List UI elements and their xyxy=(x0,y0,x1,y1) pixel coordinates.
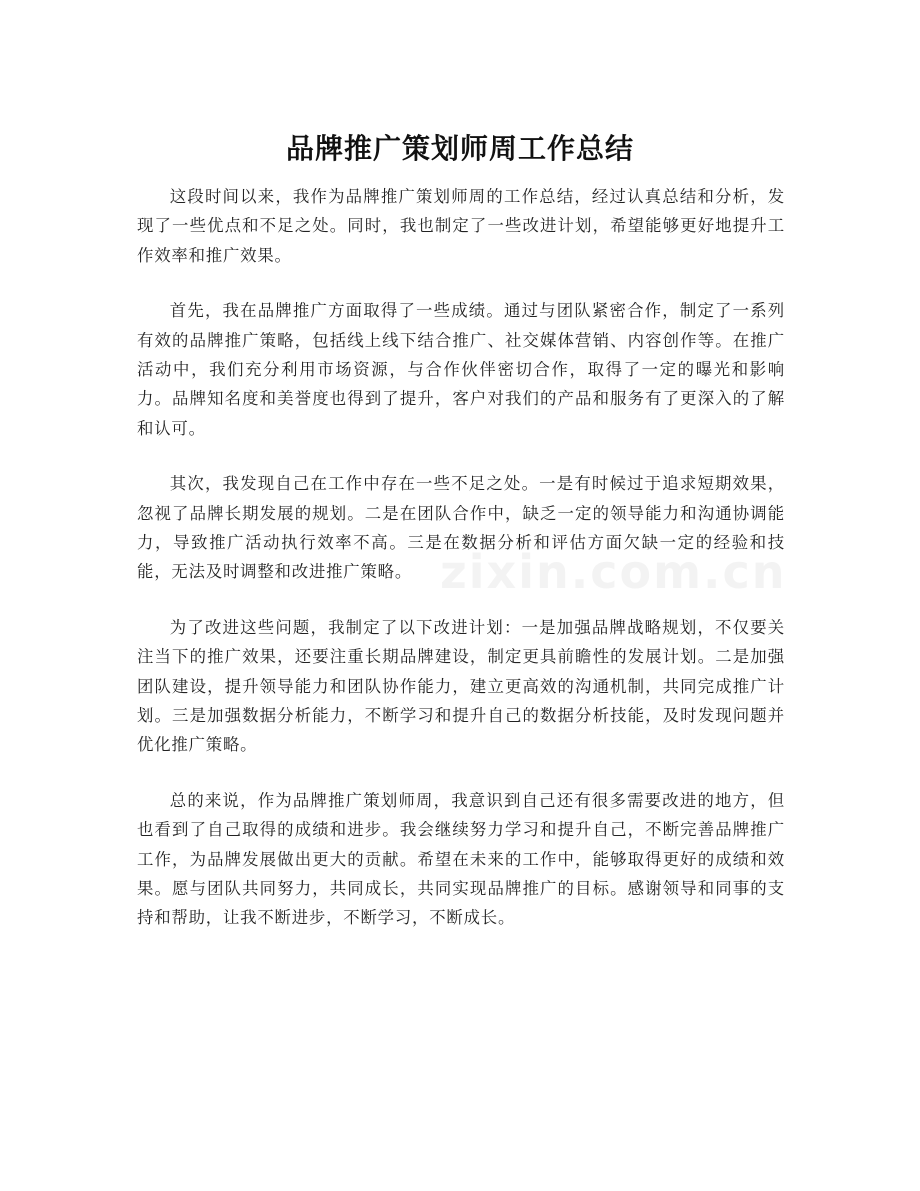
paragraph-intro: 这段时间以来，我作为品牌推广策划师周的工作总结，经过认真总结和分析，发现了一些优点和不足之处。同时，我也制定了一些改进计划，希望能够更好地提升工作效率和推广效果。 xyxy=(137,187,785,265)
paragraph-conclusion: 总的来说，作为品牌推广策划师周，我意识到自己还有很多需要改进的地方，但也看到了自己取得的成绩和进步。我会继续努力学习和提升自己，不断完善品牌推广工作，为品牌发展做出更大的贡献。希望在未来的工作中，能够取得更好的成绩和效果。愿与团队共同努力，共同成长，共同实现品牌推广的目标。感谢领导和同事的支持和帮助，让我不断进步，不断学习，不断成长。 xyxy=(137,791,785,928)
paragraph-improvement-plan: 为了改进这些问题，我制定了以下改进计划：一是加强品牌战略规划，不仅要关注当下的推广效果，还要注重长期品牌建设，制定更具前瞻性的发展计划。二是加强团队建设，提升领导能力和团队协作能力，建立更高效的沟通机制，共同完成推广计划。三是加强数据分析能力，不断学习和提升自己的数据分析技能，及时发现问题并优化推广策略。 xyxy=(137,618,785,755)
document-title: 品牌推广策划师周工作总结 xyxy=(285,131,634,165)
paragraph-achievements: 首先，我在品牌推广方面取得了一些成绩。通过与团队紧密合作，制定了一系列有效的品牌推广策略，包括线上线下结合推广、社交媒体营销、内容创作等。在推广活动中，我们充分利用市场资源，与合作伙伴密切合作，取得了一定的曝光和影响力。品牌知名度和美誉度也得到了提升，客户对我们的产品和服务有了更深入的了解和认可。 xyxy=(137,301,785,438)
watermark: zixin.com.cn xyxy=(440,545,787,599)
paragraph-shortcomings: 其次，我发现自己在工作中存在一些不足之处。一是有时候过于追求短期效果，忽视了品牌长期发展的规划。二是在团队合作中，缺乏一定的领导能力和沟通协调能力，导致推广活动执行效率不高。三是在数据分析和评估方面欠缺一定的经验和技能，无法及时调整和改进推广策略。 xyxy=(137,474,785,582)
document-body xyxy=(137,182,785,959)
